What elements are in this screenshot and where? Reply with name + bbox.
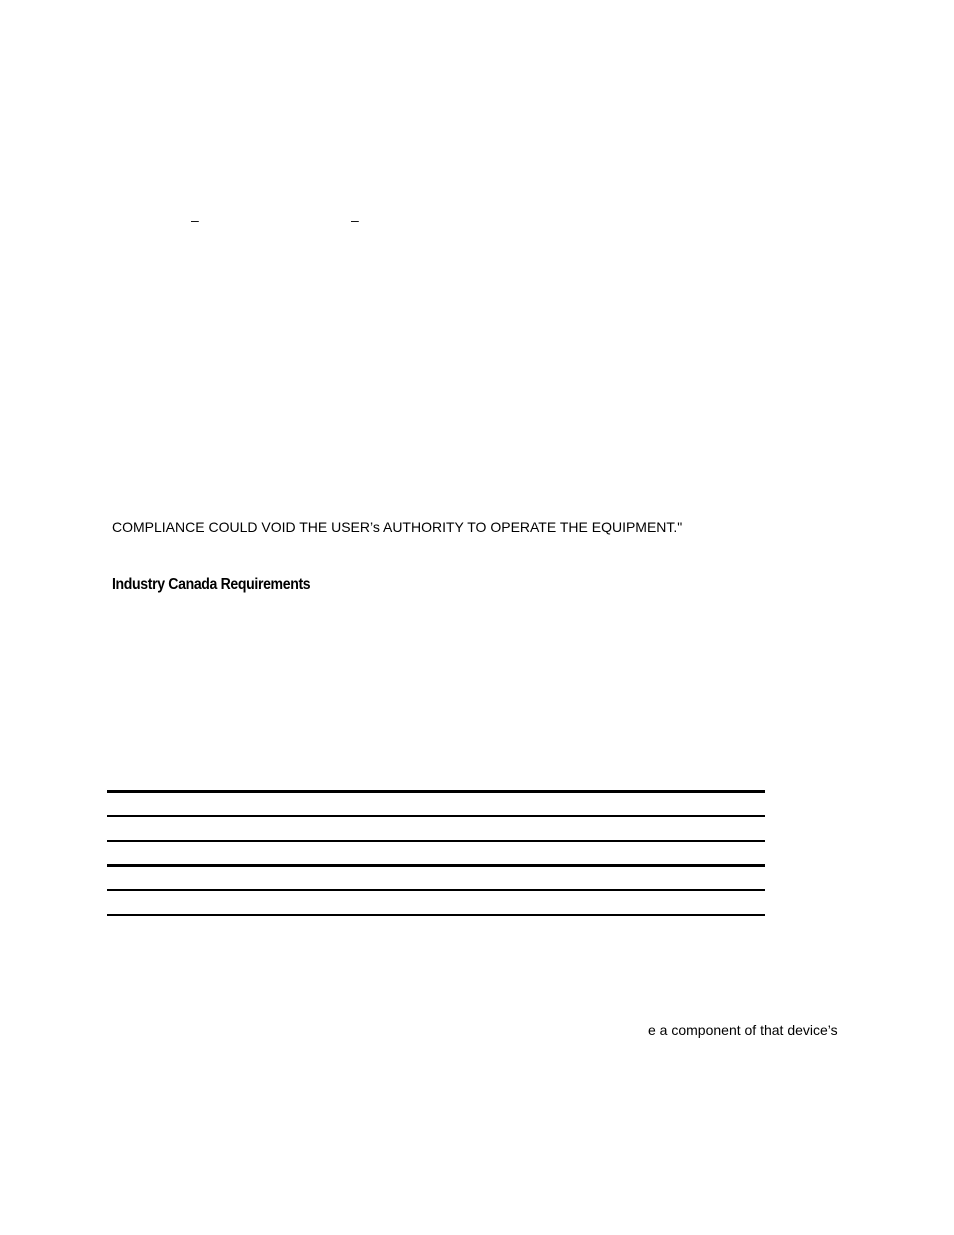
table-rules <box>107 790 765 918</box>
body-text-fragment: e a component of that device’s <box>648 1022 838 1038</box>
table-rule <box>107 840 765 842</box>
table-rule <box>107 889 765 891</box>
dash-mark: – <box>351 212 359 228</box>
dash-mark: – <box>191 212 199 228</box>
table-rule <box>107 864 765 867</box>
compliance-warning-text: COMPLIANCE COULD VOID THE USER’s AUTHORITY TO OPERATE THE EQUIPMENT." <box>112 519 683 535</box>
table-rule-bottom <box>107 914 765 916</box>
table-rule-top <box>107 790 765 793</box>
table-rule <box>107 815 765 817</box>
section-heading-industry-canada: Industry Canada Requirements <box>112 576 311 593</box>
